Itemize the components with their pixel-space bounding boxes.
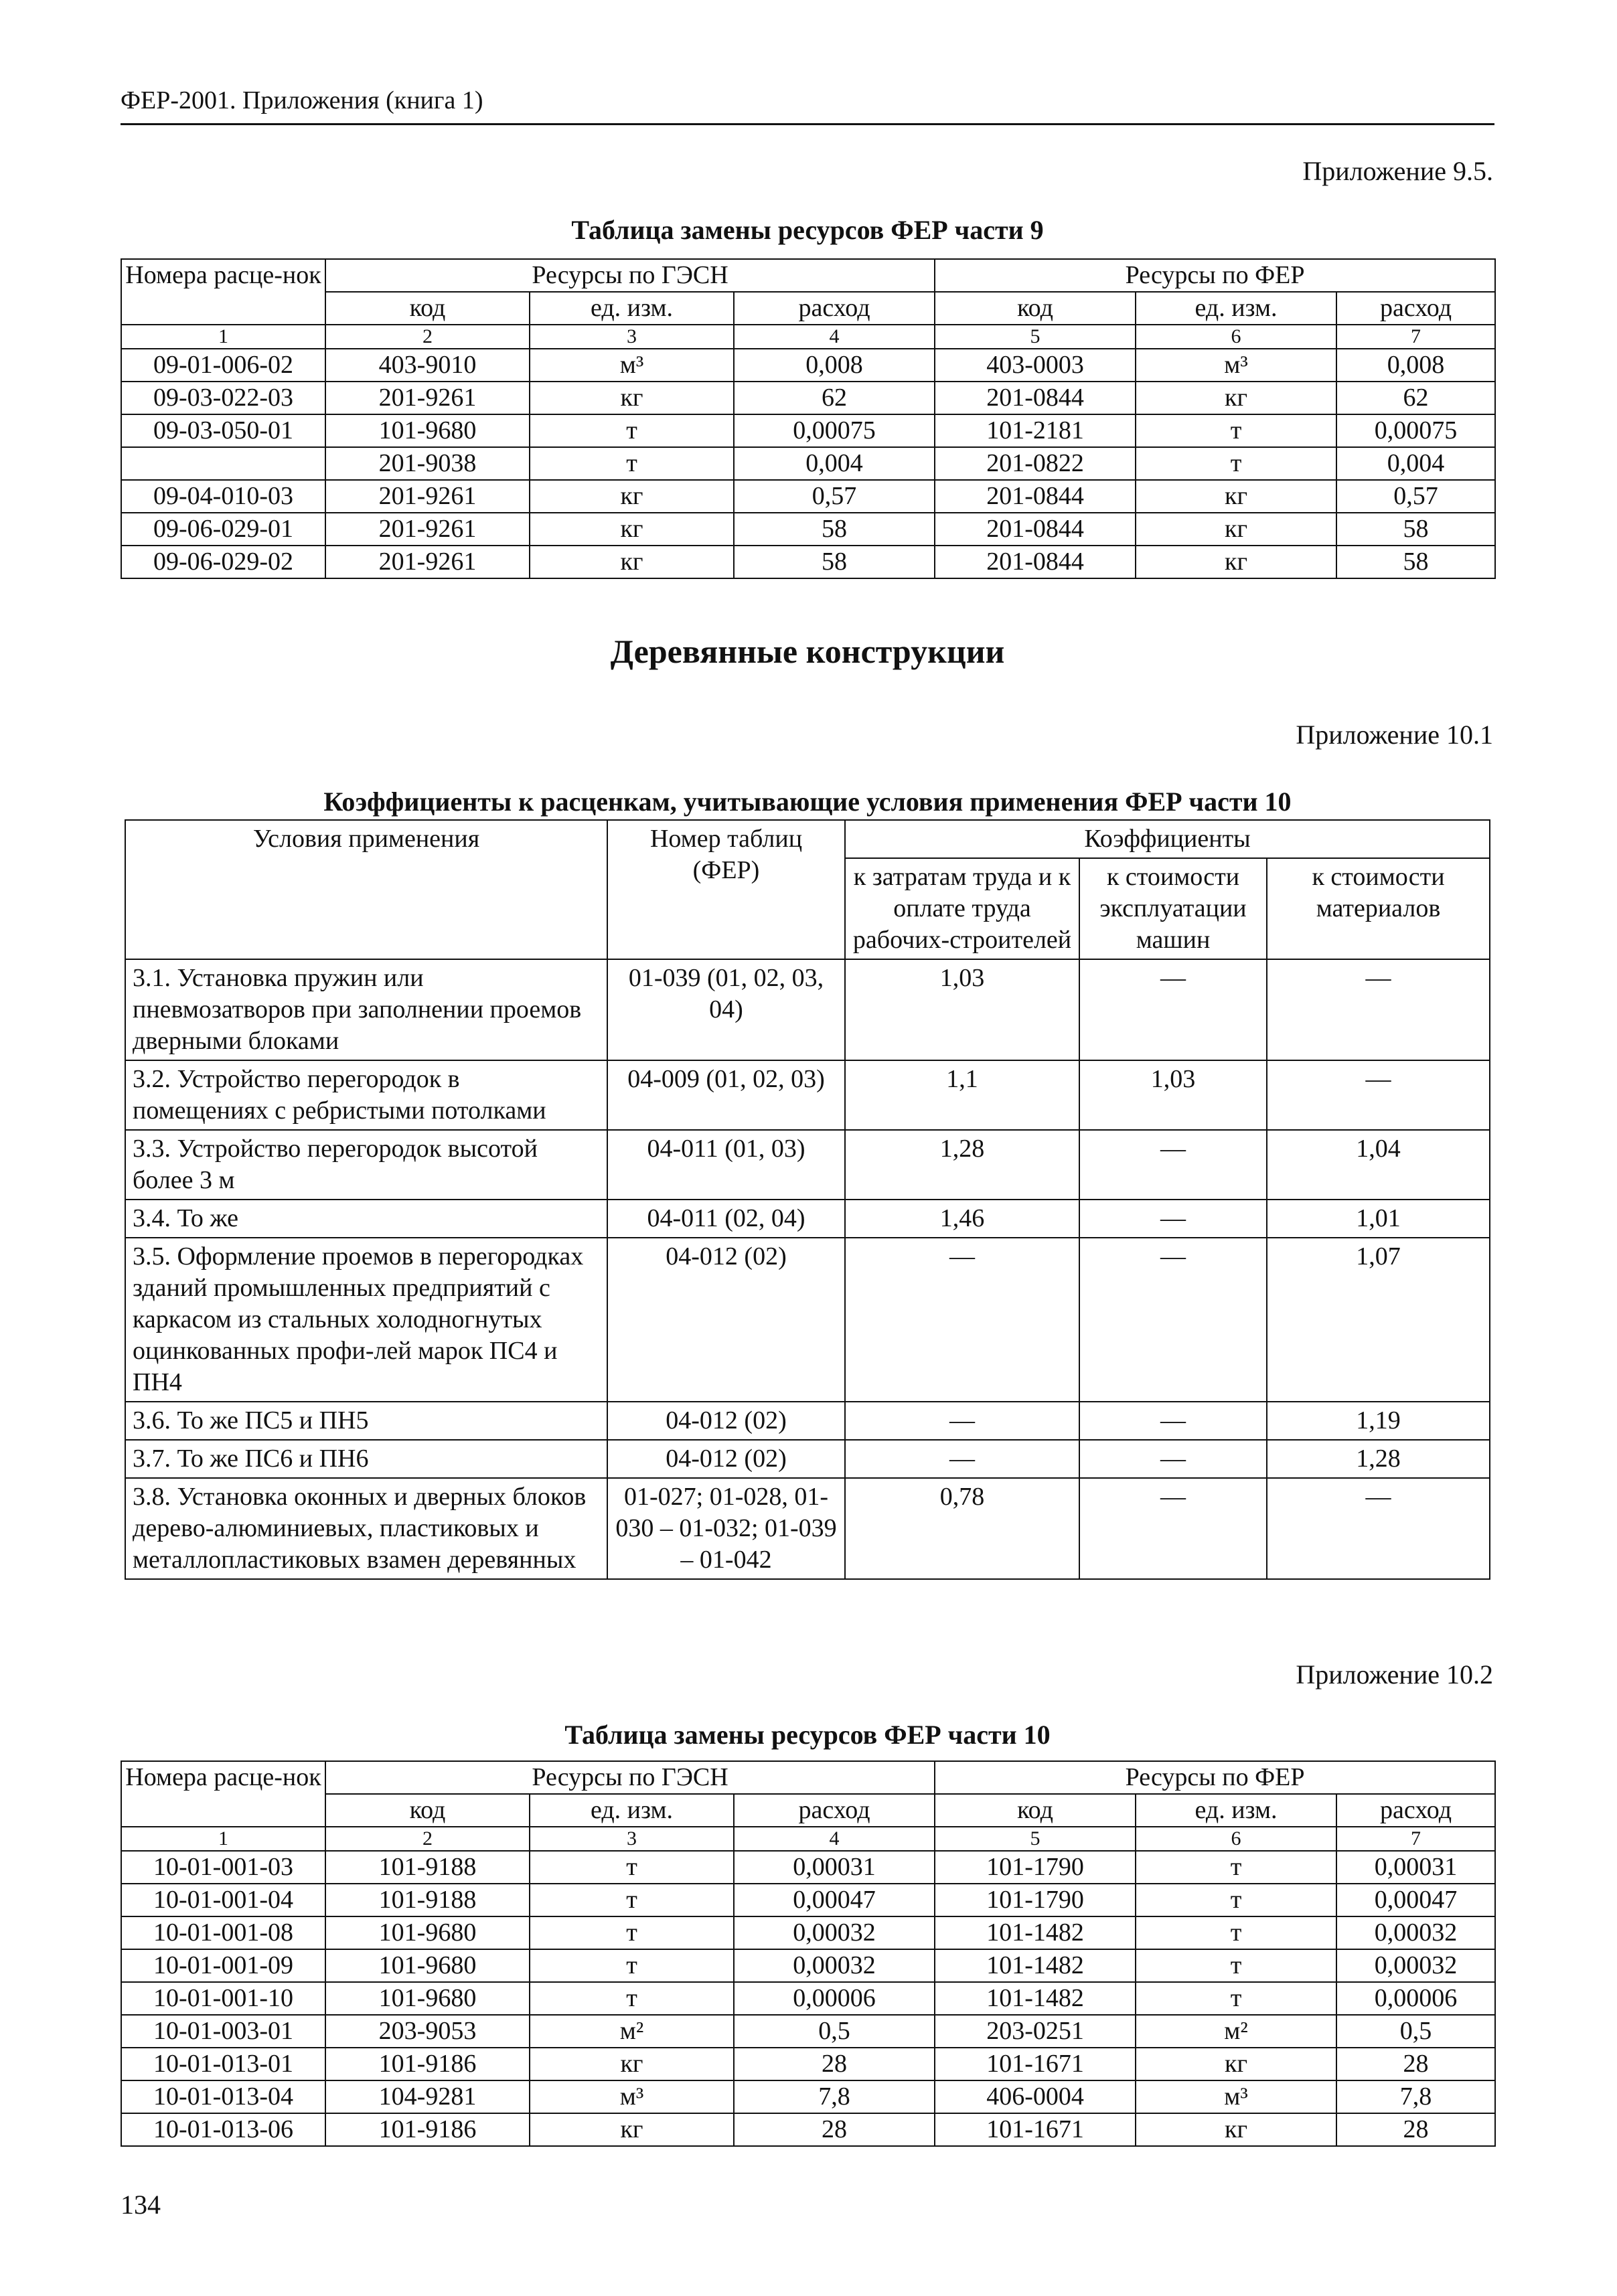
- fer-unit-cell: кг: [1136, 382, 1336, 414]
- fer-unit-cell: т: [1136, 1851, 1336, 1884]
- column-number-cell: 6: [1136, 1827, 1336, 1851]
- gesn-code-cell: 101-9186: [325, 2113, 530, 2146]
- condition-cell: 3.4. То же: [125, 1200, 607, 1238]
- col-rate-header: Номера расце-нок: [121, 1761, 325, 1827]
- gesn-code-cell: 101-9188: [325, 1851, 530, 1884]
- gesn-consumption-cell: 0,5: [734, 2015, 935, 2048]
- rate-number-cell: 09-01-006-02: [121, 349, 325, 382]
- fer-code-cell: 101-2181: [935, 414, 1136, 447]
- fer-code-cell: 201-0822: [935, 447, 1136, 480]
- gesn-code-cell: 101-9680: [325, 1916, 530, 1949]
- machines-coef-cell: —: [1079, 1402, 1267, 1440]
- machines-coef-cell: —: [1079, 1130, 1267, 1200]
- gesn-code-cell: 201-9261: [325, 480, 530, 513]
- gesn-code-cell: 101-9680: [325, 414, 530, 447]
- table-row: [121, 349, 1495, 382]
- gesn-unit-cell: кг: [530, 513, 734, 546]
- resource-table-10: [121, 1760, 1496, 2147]
- rate-number-cell: 10-01-001-08: [121, 1916, 325, 1949]
- gesn-code-cell: 201-9038: [325, 447, 530, 480]
- gesn-unit-cell: м²: [530, 2015, 734, 2048]
- rate-number-cell: 09-03-050-01: [121, 414, 325, 447]
- gesn-consumption-cell: 58: [734, 546, 935, 578]
- labor-coef-cell: 1,46: [845, 1200, 1079, 1238]
- gesn-unit-cell: кг: [530, 2113, 734, 2146]
- table-number-cell: 04-012 (02): [607, 1402, 845, 1440]
- materials-coef-header: к стоимости материалов: [1267, 858, 1490, 959]
- fer-unit-cell: т: [1136, 1884, 1336, 1916]
- column-number-cell: 1: [121, 325, 325, 349]
- gesn-code-cell: 101-9680: [325, 1949, 530, 1982]
- fer-consumption-header: расход: [1336, 292, 1495, 325]
- gesn-consumption-cell: 0,00047: [734, 1884, 935, 1916]
- fer-code-cell: 403-0003: [935, 349, 1136, 382]
- materials-coef-cell: 1,28: [1267, 1440, 1490, 1478]
- materials-coef-cell: —: [1267, 1478, 1490, 1579]
- condition-cell: 3.7. То же ПС6 и ПН6: [125, 1440, 607, 1478]
- appendix-10-2-label: Приложение 10.2: [1296, 1659, 1493, 1690]
- table-row: [125, 1402, 1490, 1440]
- fer-consumption-cell: 58: [1336, 546, 1495, 578]
- labor-coef-cell: —: [845, 1402, 1079, 1440]
- gesn-unit-cell: т: [530, 1884, 734, 1916]
- appendix-10-1-title: Коэффициенты к расценкам, учитывающие условия применения ФЕР части 10: [323, 787, 1292, 817]
- table-row: [121, 2048, 1495, 2080]
- materials-coef-cell: 1,01: [1267, 1200, 1490, 1238]
- fer-code-cell: 101-1671: [935, 2048, 1136, 2080]
- gesn-unit-header: ед. изм.: [530, 292, 734, 325]
- fer-consumption-cell: 0,00006: [1336, 1982, 1495, 2015]
- materials-coef-cell: 1,19: [1267, 1402, 1490, 1440]
- condition-cell: 3.3. Устройство перегородок высотой более 3 м: [125, 1130, 607, 1200]
- fer-consumption-cell: 0,00032: [1336, 1949, 1495, 1982]
- gesn-unit-cell: м³: [530, 349, 734, 382]
- labor-coef-cell: 1,28: [845, 1130, 1079, 1200]
- gesn-unit-cell: т: [530, 447, 734, 480]
- fer-consumption-cell: 7,8: [1336, 2080, 1495, 2113]
- table-number-cell: 04-012 (02): [607, 1440, 845, 1478]
- appendix-9-5-label: Приложение 9.5.: [1302, 156, 1493, 186]
- gesn-unit-cell: т: [530, 1949, 734, 1982]
- materials-coef-cell: —: [1267, 959, 1490, 1060]
- table-number-header: Номер таблиц (ФЕР): [607, 820, 845, 959]
- fer-consumption-cell: 58: [1336, 513, 1495, 546]
- fer-code-cell: 101-1482: [935, 1949, 1136, 1982]
- table-row: [121, 2113, 1495, 2146]
- column-numbers-row: [121, 1827, 1495, 1851]
- materials-coef-cell: 1,04: [1267, 1130, 1490, 1200]
- gesn-consumption-cell: 28: [734, 2113, 935, 2146]
- fer-consumption-cell: 0,00075: [1336, 414, 1495, 447]
- gesn-code-cell: 101-9680: [325, 1982, 530, 2015]
- machines-coef-header: к стоимости эксплуатации машин: [1079, 858, 1267, 959]
- rate-number-cell: [121, 447, 325, 480]
- fer-code-header: код: [935, 1794, 1136, 1827]
- table-row: [121, 1916, 1495, 1949]
- fer-code-cell: 201-0844: [935, 480, 1136, 513]
- coefficients-header: Коэффициенты: [845, 820, 1490, 858]
- table-row: [121, 480, 1495, 513]
- rate-number-cell: 10-01-001-10: [121, 1982, 325, 2015]
- gesn-consumption-cell: 0,008: [734, 349, 935, 382]
- table-row: [125, 1130, 1490, 1200]
- machines-coef-cell: —: [1079, 1200, 1267, 1238]
- fer-code-cell: 201-0844: [935, 513, 1136, 546]
- gesn-consumption-cell: 62: [734, 382, 935, 414]
- table-row: [121, 414, 1495, 447]
- appendix-10-1-label: Приложение 10.1: [1296, 720, 1493, 750]
- fer-unit-header: ед. изм.: [1136, 1794, 1336, 1827]
- machines-coef-cell: —: [1079, 1440, 1267, 1478]
- fer-unit-header: ед. изм.: [1136, 292, 1336, 325]
- column-number-cell: 5: [935, 1827, 1136, 1851]
- labor-coef-cell: —: [845, 1238, 1079, 1402]
- appendix-10-2-title: Таблица замены ресурсов ФЕР части 10: [564, 1720, 1051, 1750]
- rate-number-cell: 09-06-029-01: [121, 513, 325, 546]
- table-row: [121, 1982, 1495, 2015]
- column-number-cell: 3: [530, 325, 734, 349]
- table-row: [125, 1238, 1490, 1402]
- fer-consumption-cell: 0,00031: [1336, 1851, 1495, 1884]
- table-row: [125, 1200, 1490, 1238]
- table-row: [121, 546, 1495, 578]
- gesn-unit-cell: кг: [530, 2048, 734, 2080]
- column-number-cell: 1: [121, 1827, 325, 1851]
- fer-consumption-cell: 0,5: [1336, 2015, 1495, 2048]
- column-number-cell: 7: [1336, 1827, 1495, 1851]
- table-row: [121, 2080, 1495, 2113]
- table-number-cell: 04-011 (01, 03): [607, 1130, 845, 1200]
- condition-cell: 3.8. Установка оконных и дверных блоков дерево-алюминиевых, пластиковых и металлопластиковых взамен деревянных: [125, 1478, 607, 1579]
- gesn-unit-header: ед. изм.: [530, 1794, 734, 1827]
- rate-number-cell: 10-01-003-01: [121, 2015, 325, 2048]
- fer-consumption-cell: 62: [1336, 382, 1495, 414]
- rate-number-cell: 10-01-001-03: [121, 1851, 325, 1884]
- col-rate-header: Номера расце-нок: [121, 259, 325, 325]
- machines-coef-cell: 1,03: [1079, 1060, 1267, 1130]
- gesn-consumption-cell: 0,57: [734, 480, 935, 513]
- gesn-consumption-cell: 0,00032: [734, 1949, 935, 1982]
- condition-cell: 3.6. То же ПС5 и ПН5: [125, 1402, 607, 1440]
- fer-consumption-cell: 0,57: [1336, 480, 1495, 513]
- fer-code-cell: 201-0844: [935, 382, 1136, 414]
- fer-consumption-cell: 0,004: [1336, 447, 1495, 480]
- gesn-consumption-header: расход: [734, 1794, 935, 1827]
- gesn-consumption-cell: 7,8: [734, 2080, 935, 2113]
- table-row: [121, 2015, 1495, 2048]
- gesn-unit-cell: м³: [530, 2080, 734, 2113]
- gesn-unit-cell: т: [530, 1916, 734, 1949]
- fer-code-cell: 101-1671: [935, 2113, 1136, 2146]
- gesn-consumption-cell: 0,00032: [734, 1916, 935, 1949]
- fer-code-header: код: [935, 292, 1136, 325]
- condition-cell: 3.5. Оформление проемов в перегородках зданий промышленных предприятий с каркасом из стальных холодногнутых оцинкованных профи-лей марок ПС4 и ПН4: [125, 1238, 607, 1402]
- table-row: [121, 513, 1495, 546]
- fer-consumption-cell: 28: [1336, 2113, 1495, 2146]
- gesn-unit-cell: кг: [530, 480, 734, 513]
- fer-unit-cell: кг: [1136, 480, 1336, 513]
- fer-unit-cell: кг: [1136, 2113, 1336, 2146]
- running-header: ФЕР-2001. Приложения (книга 1): [121, 86, 483, 114]
- fer-consumption-cell: 28: [1336, 2048, 1495, 2080]
- materials-coef-cell: —: [1267, 1060, 1490, 1130]
- gesn-code-cell: 101-9186: [325, 2048, 530, 2080]
- gesn-consumption-cell: 28: [734, 2048, 935, 2080]
- fer-unit-cell: кг: [1136, 2048, 1336, 2080]
- machines-coef-cell: —: [1079, 1478, 1267, 1579]
- fer-code-cell: 101-1482: [935, 1982, 1136, 2015]
- gesn-unit-cell: кг: [530, 546, 734, 578]
- table-row: [121, 1884, 1495, 1916]
- gesn-code-header: код: [325, 1794, 530, 1827]
- column-number-cell: 3: [530, 1827, 734, 1851]
- fer-unit-cell: т: [1136, 447, 1336, 480]
- gesn-unit-cell: т: [530, 1851, 734, 1884]
- rate-number-cell: 09-06-029-02: [121, 546, 325, 578]
- table-number-cell: 01-027; 01-028, 01-030 – 01-032; 01-039 – 01-042: [607, 1478, 845, 1579]
- fer-consumption-cell: 0,00032: [1336, 1916, 1495, 1949]
- gesn-unit-cell: т: [530, 1982, 734, 2015]
- rate-number-cell: 10-01-001-04: [121, 1884, 325, 1916]
- column-number-cell: 4: [734, 325, 935, 349]
- labor-coef-cell: —: [845, 1440, 1079, 1478]
- fer-consumption-cell: 0,00047: [1336, 1884, 1495, 1916]
- gesn-consumption-cell: 0,004: [734, 447, 935, 480]
- table-row: [121, 382, 1495, 414]
- gesn-code-cell: 201-9261: [325, 382, 530, 414]
- column-number-cell: 4: [734, 1827, 935, 1851]
- machines-coef-cell: —: [1079, 1238, 1267, 1402]
- rate-number-cell: 10-01-013-01: [121, 2048, 325, 2080]
- table-row: [125, 959, 1490, 1060]
- fer-code-cell: 201-0844: [935, 546, 1136, 578]
- gesn-unit-cell: т: [530, 414, 734, 447]
- rate-number-cell: 10-01-001-09: [121, 1949, 325, 1982]
- conditions-header: Условия применения: [125, 820, 607, 959]
- gesn-code-cell: 104-9281: [325, 2080, 530, 2113]
- labor-coef-cell: 0,78: [845, 1478, 1079, 1579]
- fer-group-header: Ресурсы по ФЕР: [935, 259, 1495, 292]
- column-numbers-row: [121, 325, 1495, 349]
- gesn-group-header: Ресурсы по ГЭСН: [325, 259, 935, 292]
- table-number-cell: 04-012 (02): [607, 1238, 845, 1402]
- gesn-code-cell: 203-9053: [325, 2015, 530, 2048]
- fer-consumption-header: расход: [1336, 1794, 1495, 1827]
- fer-consumption-cell: 0,008: [1336, 349, 1495, 382]
- page-number: 134: [121, 2190, 161, 2220]
- appendix-9-5-title: Таблица замены ресурсов ФЕР части 9: [571, 215, 1044, 245]
- fer-code-cell: 101-1482: [935, 1916, 1136, 1949]
- gesn-code-cell: 403-9010: [325, 349, 530, 382]
- fer-unit-cell: кг: [1136, 513, 1336, 546]
- fer-unit-cell: т: [1136, 1949, 1336, 1982]
- gesn-consumption-cell: 0,00031: [734, 1851, 935, 1884]
- gesn-code-cell: 201-9261: [325, 513, 530, 546]
- fer-code-cell: 203-0251: [935, 2015, 1136, 2048]
- table-row: [125, 1060, 1490, 1130]
- labor-coef-cell: 1,03: [845, 959, 1079, 1060]
- gesn-unit-cell: кг: [530, 382, 734, 414]
- fer-group-header: Ресурсы по ФЕР: [935, 1761, 1495, 1794]
- table-row: [125, 1478, 1490, 1579]
- fer-unit-cell: т: [1136, 1916, 1336, 1949]
- labor-coef-cell: 1,1: [845, 1060, 1079, 1130]
- fer-unit-cell: м³: [1136, 349, 1336, 382]
- fer-unit-cell: т: [1136, 1982, 1336, 2015]
- gesn-consumption-cell: 0,00006: [734, 1982, 935, 2015]
- gesn-code-cell: 101-9188: [325, 1884, 530, 1916]
- column-number-cell: 2: [325, 1827, 530, 1851]
- rate-number-cell: 09-04-010-03: [121, 480, 325, 513]
- gesn-code-header: код: [325, 292, 530, 325]
- condition-cell: 3.2. Устройство перегородок в помещениях с ребристыми потолками: [125, 1060, 607, 1130]
- materials-coef-cell: 1,07: [1267, 1238, 1490, 1402]
- table-row: [121, 447, 1495, 480]
- rate-number-cell: 10-01-013-06: [121, 2113, 325, 2146]
- header-rule: [121, 123, 1494, 125]
- rate-number-cell: 09-03-022-03: [121, 382, 325, 414]
- gesn-code-cell: 201-9261: [325, 546, 530, 578]
- fer-code-cell: 101-1790: [935, 1884, 1136, 1916]
- table-number-cell: 04-009 (01, 02, 03): [607, 1060, 845, 1130]
- gesn-consumption-cell: 58: [734, 513, 935, 546]
- fer-code-cell: 406-0004: [935, 2080, 1136, 2113]
- column-number-cell: 7: [1336, 325, 1495, 349]
- machines-coef-cell: —: [1079, 959, 1267, 1060]
- column-number-cell: 2: [325, 325, 530, 349]
- rate-number-cell: 10-01-013-04: [121, 2080, 325, 2113]
- fer-unit-cell: т: [1136, 414, 1336, 447]
- labor-coef-header: к затратам труда и к оплате труда рабочих-строителей: [845, 858, 1079, 959]
- fer-unit-cell: м³: [1136, 2080, 1336, 2113]
- table-row: [121, 1851, 1495, 1884]
- table-row: [125, 1440, 1490, 1478]
- gesn-group-header: Ресурсы по ГЭСН: [325, 1761, 935, 1794]
- resource-table-9: [121, 258, 1496, 579]
- section-title: Деревянные конструкции: [610, 633, 1005, 670]
- gesn-consumption-header: расход: [734, 292, 935, 325]
- table-row: [121, 1949, 1495, 1982]
- gesn-consumption-cell: 0,00075: [734, 414, 935, 447]
- fer-unit-cell: м²: [1136, 2015, 1336, 2048]
- table-number-cell: 01-039 (01, 02, 03, 04): [607, 959, 845, 1060]
- table-number-cell: 04-011 (02, 04): [607, 1200, 845, 1238]
- fer-code-cell: 101-1790: [935, 1851, 1136, 1884]
- column-number-cell: 5: [935, 325, 1136, 349]
- coefficients-table-10: [125, 819, 1490, 1580]
- column-number-cell: 6: [1136, 325, 1336, 349]
- fer-unit-cell: кг: [1136, 546, 1336, 578]
- condition-cell: 3.1. Установка пружин или пневмозатворов при заполнении проемов дверными блоками: [125, 959, 607, 1060]
